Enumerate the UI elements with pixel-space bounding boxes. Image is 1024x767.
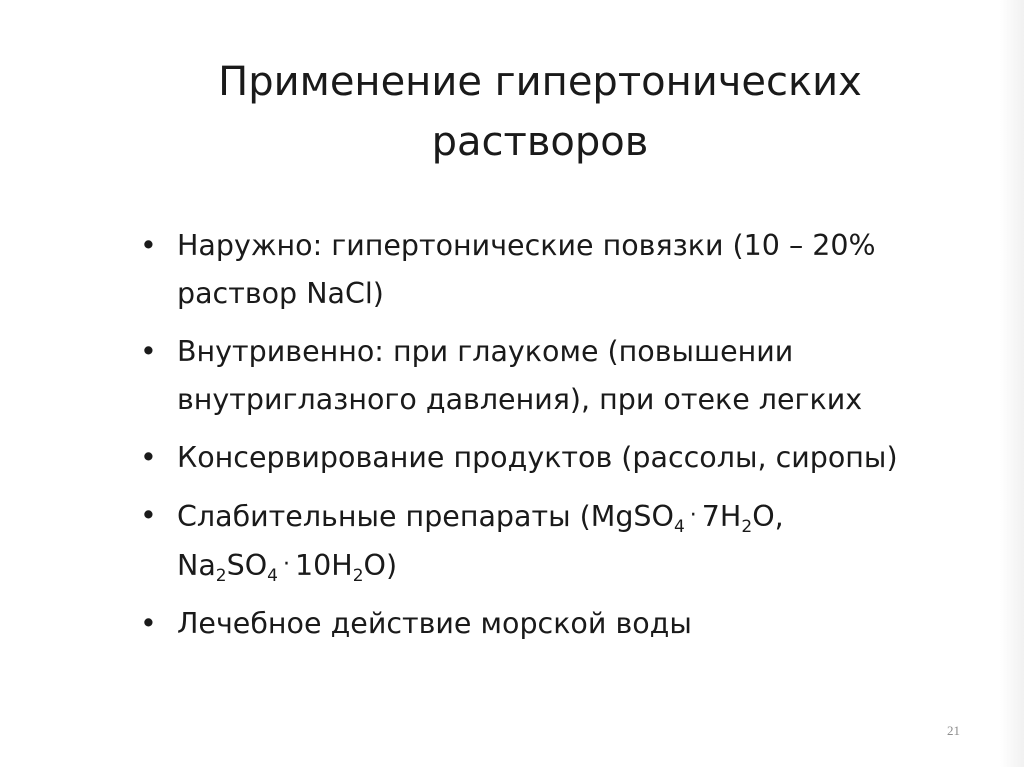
bullet-icon: •	[140, 499, 157, 532]
page-number: 21	[947, 723, 960, 738]
bullet-text-line: внутриглазного давления), при отеке легких	[177, 383, 863, 416]
subscript: 2	[215, 566, 227, 586]
bullet-text-line: раствор NaCl)	[177, 277, 384, 310]
bullet-icon: •	[140, 607, 157, 640]
bullet-text-line: Наружно: гипертонические повязки (10 – 20%	[177, 229, 876, 262]
formula-text: O)	[363, 549, 398, 582]
middle-dot: ·	[689, 503, 697, 528]
bullet-icon: •	[140, 335, 157, 368]
formula-text: Na	[177, 549, 216, 582]
subscript: 4	[673, 517, 685, 537]
bullet-text-line: Внутривенно: при глаукоме (повышении	[177, 335, 794, 368]
subscript: 2	[352, 566, 364, 586]
formula-line-1	[177, 492, 1010, 541]
formula-text: 10H	[294, 549, 353, 582]
bullet-item-outer-use	[140, 222, 1010, 318]
subscript: 2	[741, 517, 753, 537]
bullet-text-line: Лечебное действие морской воды	[177, 607, 692, 640]
bullet-item-sea-water	[140, 600, 1010, 648]
formula-text: O,	[752, 500, 784, 533]
bullet-icon: •	[140, 441, 157, 474]
bullet-item-laxatives	[140, 492, 1010, 590]
bullet-item-preservation	[140, 434, 1010, 482]
formula-text: SO	[226, 549, 268, 582]
subscript: 4	[267, 566, 278, 586]
slide-title-line-1: Применение гипертонических	[218, 59, 862, 105]
bullet-list	[140, 222, 1010, 658]
slide-title	[150, 52, 930, 172]
bullet-icon: •	[140, 229, 157, 262]
bullet-text-line: Консервирование продуктов (рассолы, сиропы)	[177, 441, 898, 474]
slide-title-line-2: растворов	[431, 119, 649, 165]
middle-dot: ·	[282, 552, 290, 577]
formula-text: 7H	[701, 500, 742, 533]
bullet-item-intravenous	[140, 328, 1010, 424]
formula-text: Слабительные препараты (MgSO	[177, 500, 674, 533]
formula-line-2	[177, 541, 1010, 590]
